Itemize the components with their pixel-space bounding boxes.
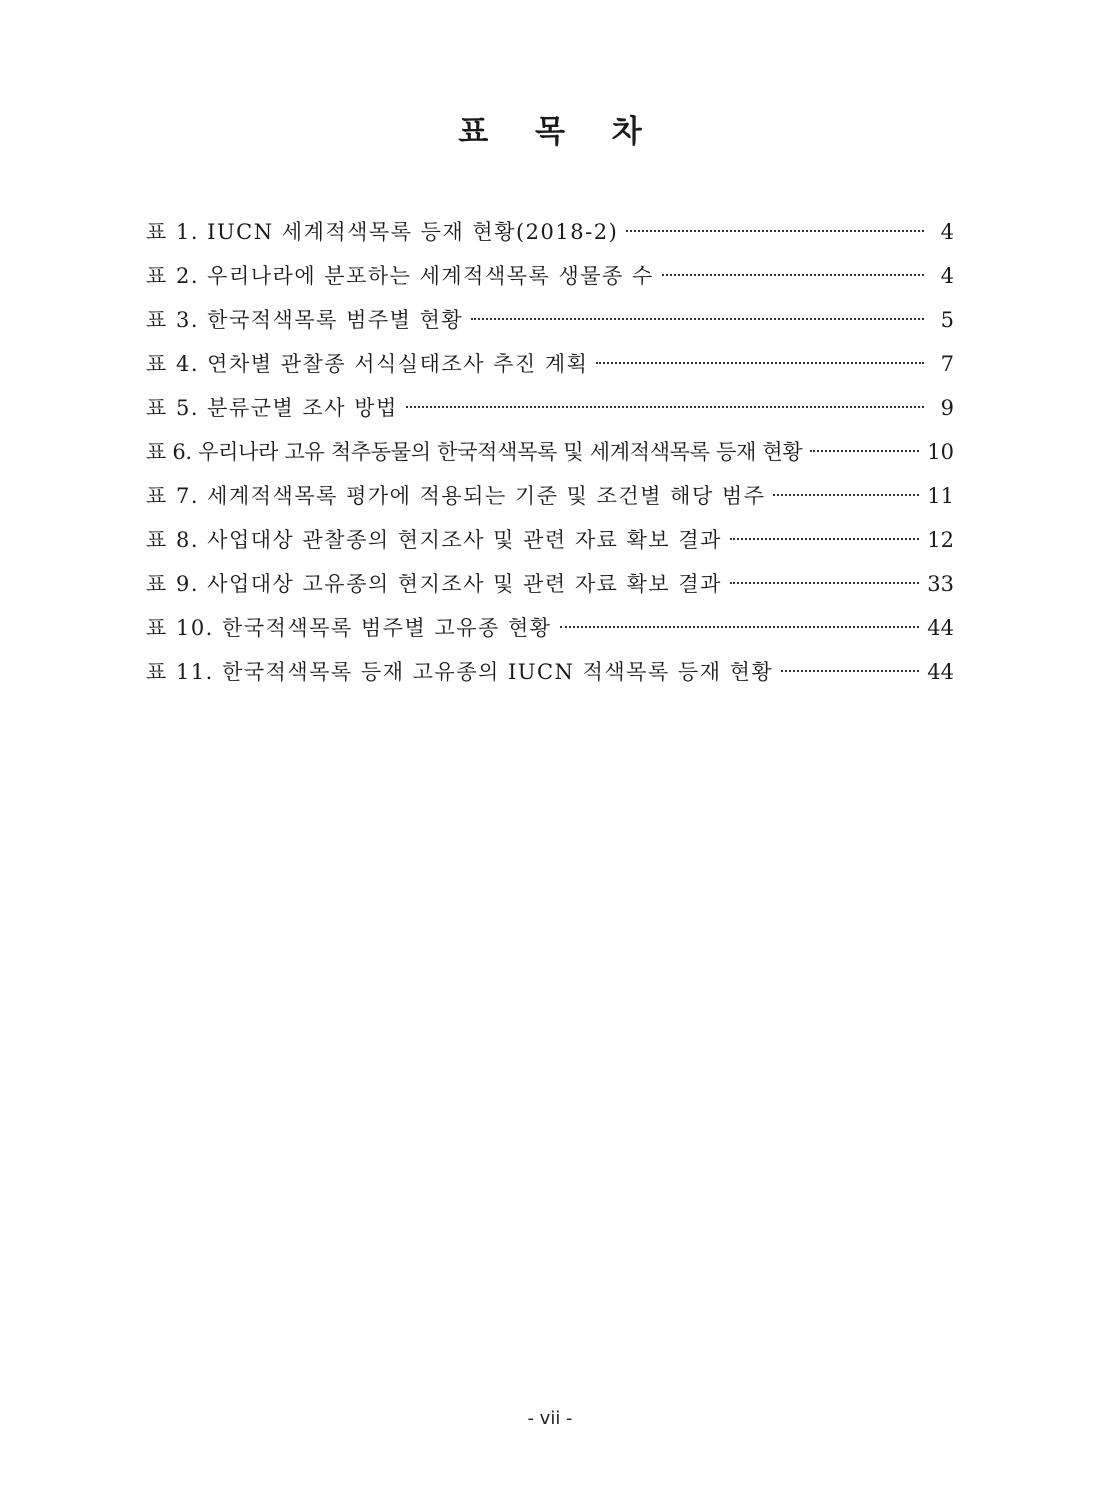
toc-entry-page: 44: [927, 660, 954, 684]
toc-entry-label: 표 3. 한국적색목록 범주별 현황: [146, 308, 464, 332]
toc-entry-label: 표 11. 한국적색목록 등재 고유종의 IUCN 적색목록 등재 현황: [146, 660, 774, 684]
dot-leader: [810, 450, 919, 452]
toc-entry[interactable]: [146, 433, 954, 477]
toc-entry-page: 11: [927, 484, 954, 508]
dot-leader: [626, 230, 924, 232]
toc-entry-label: 표 4. 연차별 관찰종 서식실태조사 추진 계획: [146, 352, 589, 376]
toc-entry-page: 4: [940, 264, 954, 288]
toc-entry-page: 12: [927, 528, 954, 552]
toc-entry-page: 4: [940, 220, 954, 244]
toc-entry-page: 5: [940, 308, 954, 332]
toc-entry[interactable]: [146, 345, 954, 389]
toc-entry[interactable]: [146, 301, 954, 345]
dot-leader: [730, 538, 919, 540]
dot-leader: [781, 670, 919, 672]
dot-leader: [662, 274, 924, 276]
toc-entry[interactable]: [146, 565, 954, 609]
toc-entry-label: 표 2. 우리나라에 분포하는 세계적색목록 생물종 수: [146, 264, 654, 288]
toc-entry-page: 44: [927, 616, 954, 640]
toc-entry-label: 표 7. 세계적색목록 평가에 적용되는 기준 및 조건별 해당 범주: [146, 484, 766, 508]
toc-entry-page: 10: [927, 440, 954, 464]
toc-entry-label: 표 1. IUCN 세계적색목록 등재 현황(2018-2): [146, 220, 619, 244]
dot-leader: [773, 494, 919, 496]
toc-entry[interactable]: [146, 521, 954, 565]
toc-entry-label: 표 6. 우리나라 고유 척추동물의 한국적색목록 및 세계적색목록 등재 현황: [146, 440, 803, 464]
toc-entry[interactable]: [146, 609, 954, 653]
toc-entry[interactable]: [146, 477, 954, 521]
dot-leader: [471, 318, 924, 320]
toc-entry-page: 7: [940, 352, 954, 376]
toc-entry[interactable]: [146, 257, 954, 301]
dot-leader: [560, 626, 920, 628]
page-title: 표 목 차: [458, 114, 660, 150]
toc-entry-page: 33: [927, 572, 954, 596]
page-number: - vii -: [527, 1408, 573, 1429]
dot-leader: [406, 406, 924, 408]
toc-entry[interactable]: [146, 213, 954, 257]
toc-entry-label: 표 10. 한국적색목록 범주별 고유종 현황: [146, 616, 552, 640]
dot-leader: [730, 582, 919, 584]
toc-entry-page: 9: [940, 396, 954, 420]
table-of-contents: [146, 213, 954, 697]
toc-entry[interactable]: [146, 389, 954, 433]
toc-entry[interactable]: [146, 653, 954, 697]
dot-leader: [596, 362, 924, 364]
toc-entry-label: 표 9. 사업대상 고유종의 현지조사 및 관련 자료 확보 결과: [146, 572, 722, 596]
toc-entry-label: 표 5. 분류군별 조사 방법: [146, 396, 398, 420]
toc-entry-label: 표 8. 사업대상 관찰종의 현지조사 및 관련 자료 확보 결과: [146, 528, 722, 552]
